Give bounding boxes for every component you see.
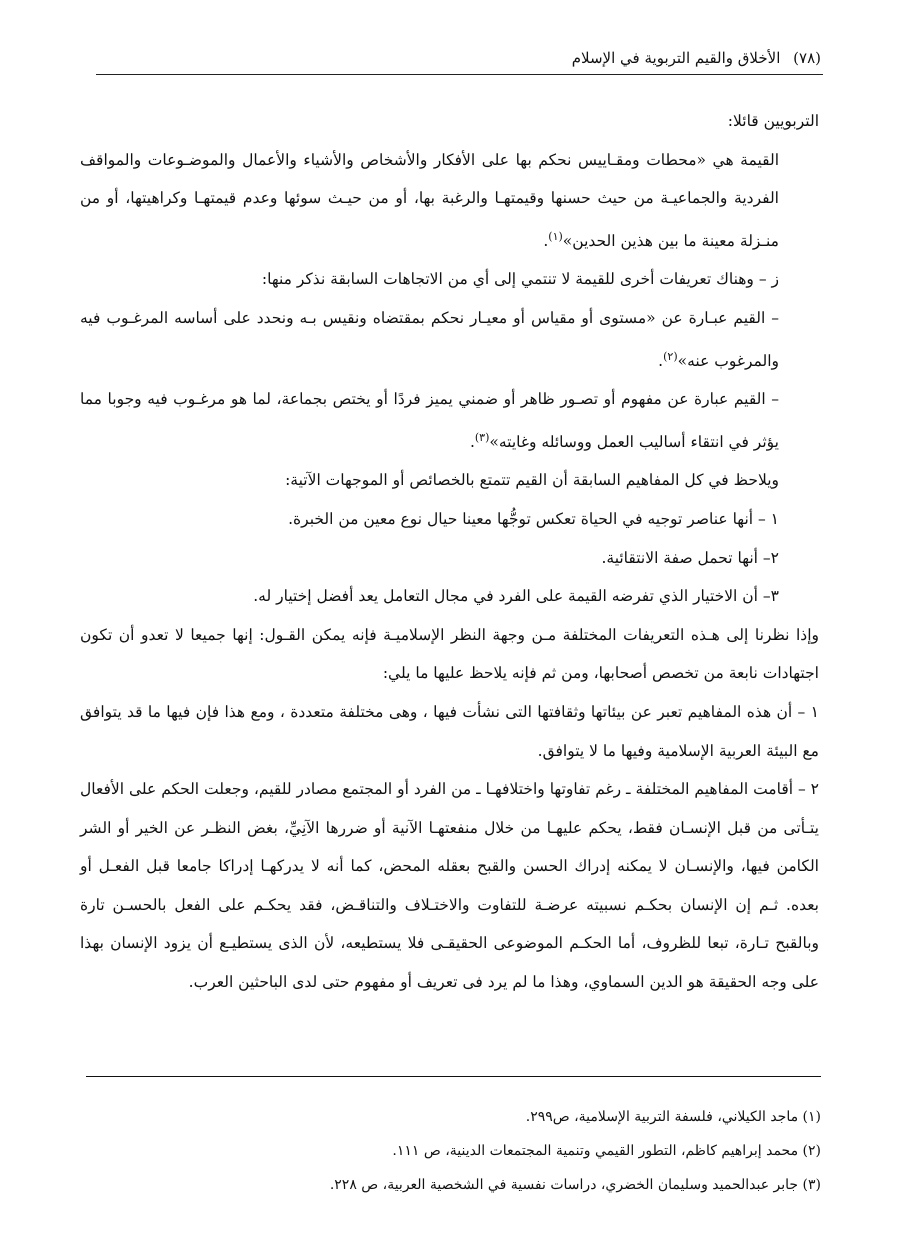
running-header: [96, 44, 821, 72]
paragraph: التربويين قائلا:: [727, 112, 819, 130]
paragraph-text: – القيم عبـارة عن «مستوى أو مقياس أو معيـار نحكم بمقتضاه ونقيس بـه ونحدد على أساسه المرغـوب فيه والمرغوب عنه»: [80, 308, 779, 370]
paragraph: ١ – أن هذه المفاهيم تعبر عن بيئاتها وثقافتها التى نشأت فيها ، وهى مختلفة متعددة ، ومع هذا فإن فيها ما قد يتوافق مع البيئة العربية الإسلامية وفيها ما لا يتوافق.: [80, 702, 819, 760]
paragraph: ٢ – أقامت المفاهيم المختلفة ـ رغم تفاوتها واختلافهـا ـ من الفرد أو المجتمع مصادر للقيم، وجعلت الحكم على الأفعال يتـأتى من قبل الإنسـان فقط، يحكم عليهـا من خلال منفعتهـا الآنية أو ضررها الآنِيِّ، بغض النظـر عن الخير أو الشر الكامن فيها، والإنسـان لا يمكنه إدراك الحسن والقبح بعقله المحض، كما أنه لا يدركهـا إدراكا جامعا قبل الفعـل أو بعده. ثـم إن الإنسان بحكـم نسبيته عرضـة للتفاوت والاختـلاف والتناقـض، فقد يحكـم على الفعل بالحسـن تارة وبالقبح تـارة، تبعا للظروف، أما الحكـم الموضوعى الحقيقـى فلا يستطيعه، لأن الذى يستطيـع أن يزود الإنسان بهذا على وجه الحقيقة هو الدين السماوي، وهذا ما لم يرد فى تعريف أو مفهوم حتى لدى الباحثين العرب.: [80, 780, 819, 992]
paragraph: ز – وهناك تعريفات أخرى للقيمة لا تنتمي إلى أي من الاتجاهات السابقة نذكر منها:: [261, 270, 779, 289]
paragraph-text: القيمة هي «محطات ومقـاييس نحكم بها على الأفكار والأشخاص والأشياء والأعمال والموضـوعات والمواقف الفردية والجماعيـة من حيث حسنها وقيمتهـا والرغبة بها، أو من حيـث سوئها وعدم قيمتهـا وكراهيتها، أو من منـزلة معينة ما بين هذين الحدين»: [80, 150, 779, 250]
footnote: (٢) محمد إبراهيم كاظم، التطور القيمي وتنمية المجتمعات الدينية، ص ١١١.: [392, 1143, 821, 1159]
footnote: (٣) جابر عبدالحميد وسليمان الخضري، دراسات نفسية في الشخصية العربية، ص ٢٢٨.: [329, 1177, 821, 1193]
footnote-ref: (٢): [663, 349, 678, 363]
footnote-ref: (١): [548, 229, 563, 243]
paragraph: ويلاحظ في كل المفاهيم السابقة أن القيم تتمتع بالخصائص أو الموجهات الآتية:: [285, 471, 779, 490]
main-text: [80, 102, 819, 1002]
running-title: الأخلاق والقيم التربوية في الإسلام: [571, 49, 781, 67]
paragraph-text: – القيم عبارة عن مفهوم أو تصـور ظاهر أو ضمني يميز فردًا أو يختص بجماعة، لما هو مرغـوب فيه وجوبا مما يؤثر في انتقاء أساليب العمل ووسائله وغايته»: [80, 390, 779, 451]
header-divider: [96, 74, 823, 75]
footnotes: [86, 1100, 821, 1202]
paragraph: – القيم عبـارة عن «مستوى أو مقياس أو معيـار نحكم بمقتضاه ونقيس بـه ونحدد على أساسه المرغـوب فيه والمرغوب عنه»$^{(٢)}$.: [80, 308, 779, 370]
footnote-divider: [86, 1076, 821, 1077]
list-item: ٣– أن الاختيار الذي تفرضه القيمة على الفرد في مجال التعامل يعد أفضل إختيار له.: [253, 587, 779, 606]
paragraph: – القيم عبارة عن مفهوم أو تصـور ظاهر أو ضمني يميز فردًا أو يختص بجماعة، لما هو مرغـوب فيه وجوبا مما يؤثر في انتقاء أساليب العمل ووسائله وغايته»$^{(٣)}$.: [80, 390, 779, 451]
list-item: ٢– أنها تحمل صفة الانتقائية.: [601, 548, 779, 567]
footnote-ref: (٣): [474, 430, 490, 444]
paragraph: وإذا نظرنا إلى هـذه التعريفات المختلفة مـن وجهة النظر الإسلاميـة فإنه يمكن القـول: إنها جميعا لا تعدو أن تكون اجتهادات نابعة من تخصص أصحابها، ومن ثم فإنه يلاحظ عليها ما يلي:: [80, 625, 819, 683]
paragraph: القيمة هي «محطات ومقـاييس نحكم بها على الأفكار والأشخاص والأشياء والأعمال والموضـوعات والمواقف الفردية والجماعيـة من حيث حسنها وقيمتهـا والرغبة بها، أو من حيـث سوئها وعدم قيمتهـا وكراهيتها، أو من منـزلة معينة ما بين هذين الحدين»$^{(١)}$.: [80, 150, 779, 250]
footnote: (١) ماجد الكيلاني، فلسفة التربية الإسلامية، ص٢٩٩.: [525, 1109, 821, 1125]
page-number: (٧٨): [793, 49, 821, 67]
list-item: ١ – أنها عناصر توجيه في الحياة تعكس توجُّها معينا حيال نوع معين من الخبرة.: [288, 509, 779, 528]
